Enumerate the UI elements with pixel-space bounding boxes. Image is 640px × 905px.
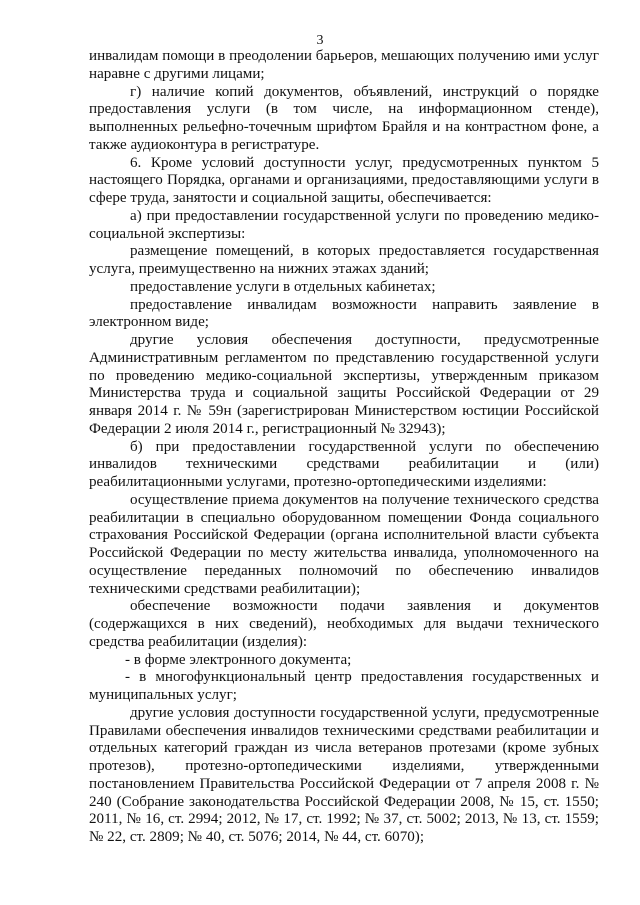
paragraph: осуществление приема документов на получение технического средства реабилитации в специально оборудованном помещении Фонда социального страхования Российской Федерации (органа исполнительной власти субъекта Российской Федерации по месту жительства инвалида, уполномоченного на осуществление переданных полномочий по обеспечению инвалидов техническими средствами реабилитации); bbox=[89, 491, 599, 597]
paragraph: б) при предоставлении государственной услуги по обеспечению инвалидов техническими средствами реабилитации и (или) реабилитационными услугами, протезно-ортопедическими изделиями: bbox=[89, 438, 599, 490]
list-item: - в многофункциональный центр предоставления государственных и муниципальных услуг; bbox=[89, 669, 599, 703]
paragraph: другие условия обеспечения доступности, предусмотренные Административным регламентом по представлению государственной услуги по проведению медико-социальной экспертизы, утвержденным приказом Министерства труда и социальной защиты Российской Федерации от 29 января 2014 г. № 59н (зарегистрирован Министерством юстиции Российской Федерации 2 июля 2014 г., регистрационный № 32943); bbox=[89, 332, 599, 437]
list-item: - в форме электронного документа; bbox=[125, 651, 352, 668]
document-body bbox=[89, 48, 599, 847]
paragraph: предоставление инвалидам возможности направить заявление в электронном виде; bbox=[89, 296, 599, 331]
page-number: 3 bbox=[316, 33, 324, 48]
paragraph: 6. Кроме условий доступности услуг, предусмотренных пунктом 5 настоящего Порядка, органами и организациями, предоставляющими услуги в сфере труда, занятости и социальной защиты, обеспечивается: bbox=[89, 154, 599, 206]
paragraph: другие условия доступности государственной услуги, предусмотренные Правилами обеспечения инвалидов техническими средствами реабилитации и отдельных категорий граждан из числа ветеранов протезами (кроме зубных протезов), протезно-ортопедическими изделиями, утвержденными постановлением Правительства Российской Федерации от 7 апреля 2008 г. № 240 (Собрание законодательства Российской Федерации 2008, № 15, ст. 1550; 2011, № 16, ст. 2994; 2012, № 17, ст. 1992; № 37, ст. 5002; 2013, № 13, ст. 1559; № 22, ст. 2809; № 40, ст. 5076; 2014, № 44, ст. 6070); bbox=[89, 704, 599, 845]
paragraph: инвалидам помощи в преодолении барьеров, мешающих получению ими услуг наравне с другими лицами; bbox=[89, 48, 599, 82]
paragraph: размещение помещений, в которых предоставляется государственная услуга, преимущественно на нижних этажах зданий; bbox=[89, 243, 599, 277]
paragraph: а) при предоставлении государственной услуги по проведению медико-социальной экспертизы: bbox=[89, 207, 599, 242]
paragraph: обеспечение возможности подачи заявления и документов (содержащихся в них сведений), необходимых для выдачи технического средства реабилитации (изделия): bbox=[89, 598, 599, 650]
paragraph: г) наличие копий документов, объявлений, инструкций о порядке предоставления услуги (в том числе, на информационном стенде), выполненных рельефно-точечным шрифтом Брайля и на контрастном фоне, а также аудиоконтура в регистратуре. bbox=[89, 83, 599, 153]
paragraph: предоставление услуги в отдельных кабинетах; bbox=[130, 278, 436, 295]
